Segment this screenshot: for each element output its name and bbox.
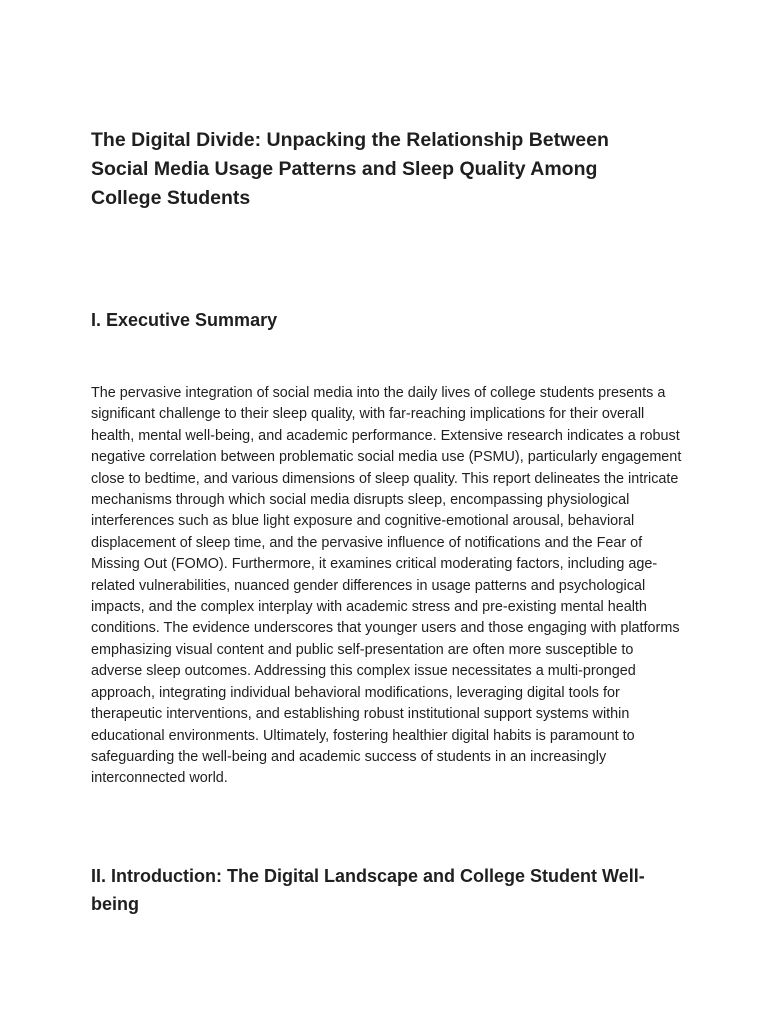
executive-summary-paragraph: The pervasive integration of social media into the daily lives of college students presents a significant challenge to their sleep quality, with far-reaching implications for their overall health, mental well-being, and academic performance. Extensive research indicates a robust negative correlation between problematic social media use (PSMU), particularly engagement close to bedtime, and various dimensions of sleep quality. This report delineates the intricate mechanisms through which social media disrupts sleep, encompassing physiological interferences such as blue light exposure and cognitive-emotional arousal, behavioral displacement of sleep time, and the pervasive influence of notifications and the Fear of Missing Out (FOMO). Furthermore, it examines critical moderating factors, including age-related vulnerabilities, nuanced gender differences in usage patterns and psychological impacts, and the complex interplay with academic stress and pre-existing mental health conditions. The evidence underscores that younger users and those engaging with platforms emphasizing visual content and public self-presentation are often more susceptible to adverse sleep outcomes. Addressing this complex issue necessitates a multi-pronged approach, integrating individual behavioral modifications, leveraging digital tools for therapeutic interventions, and establishing robust institutional support systems within educational environments. Ultimately, fostering healthier digital habits is paramount to safeguarding the well-being and academic success of students in an increasingly interconnected world. bbox=[91, 385, 682, 787]
document-title: The Digital Divide: Unpacking the Relationship Between Social Media Usage Patterns and Sleep Quality Among College Students bbox=[91, 129, 609, 209]
section-heading-introduction: II. Introduction: The Digital Landscape and College Student Well-being bbox=[91, 866, 645, 914]
section-heading-executive-summary: I. Executive Summary bbox=[91, 310, 278, 330]
